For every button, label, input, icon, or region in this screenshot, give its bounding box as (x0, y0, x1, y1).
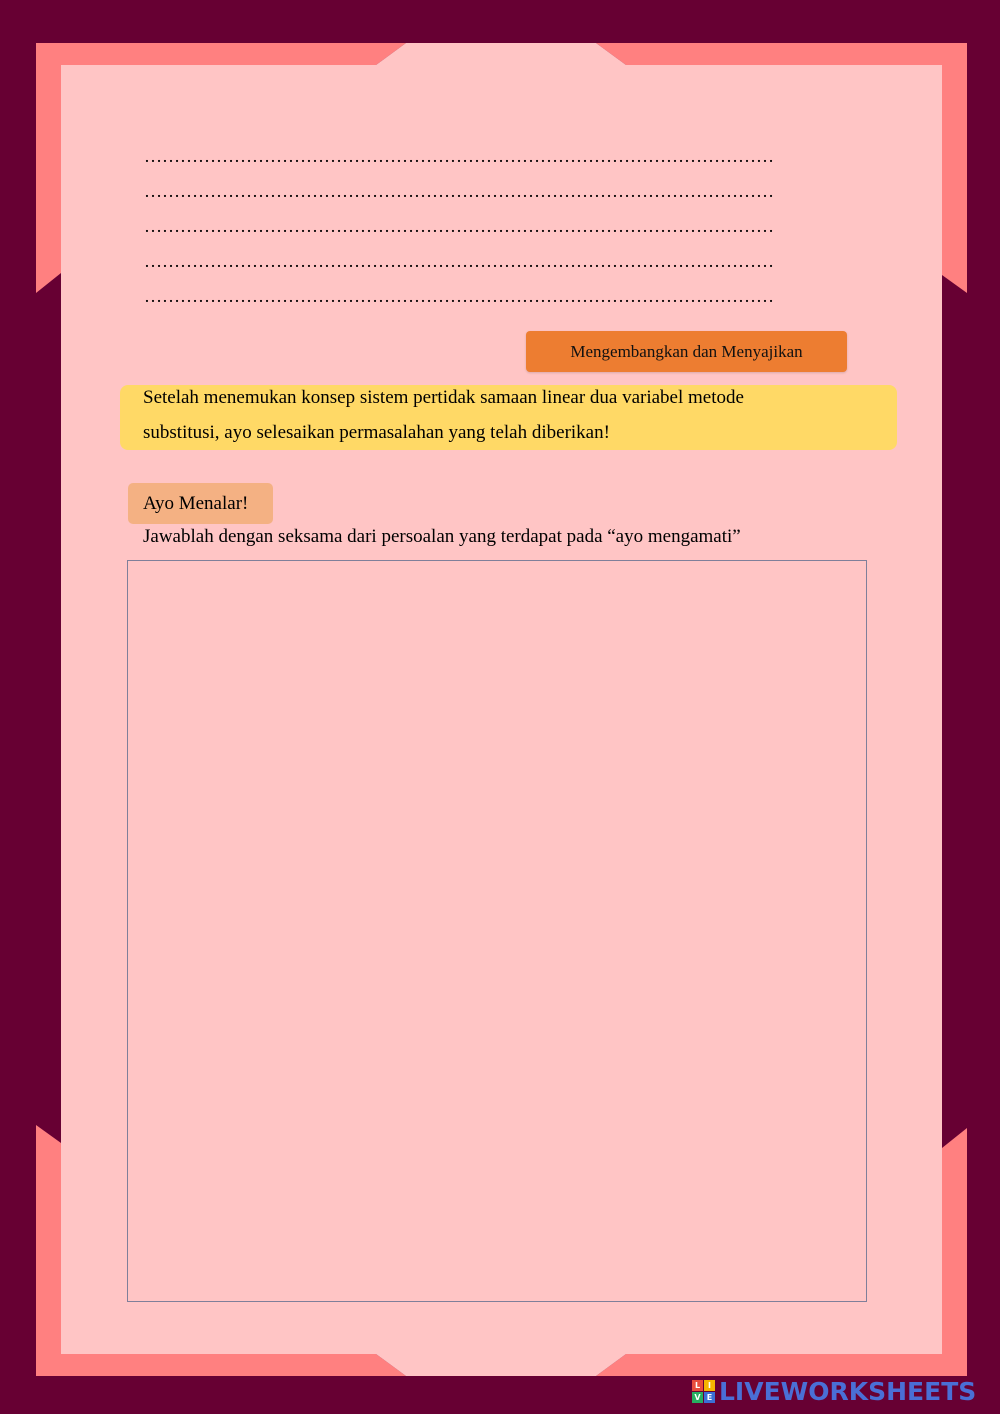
intro-line-2: substitusi, ayo selesaikan permasalahan yang telah diberikan! (143, 422, 610, 443)
activity-tag: Ayo Menalar! (128, 483, 273, 524)
logo-icon (692, 1380, 715, 1403)
logo-letter-e: E (704, 1392, 715, 1403)
logo-letter-v: V (692, 1392, 703, 1403)
logo-text: LIVEWORKSHEETS (719, 1376, 977, 1406)
answer-line-3[interactable]: …………………………………………………………………………………………… (144, 216, 774, 236)
intro-line-1: Setelah menemukan konsep sistem pertidak samaan linear dua variabel metode (143, 387, 744, 408)
answer-line-5[interactable]: …………………………………………………………………………………………… (144, 286, 774, 306)
answer-text-area[interactable] (127, 560, 867, 1302)
answer-line-1[interactable]: …………………………………………………………………………………………… (144, 146, 774, 166)
logo-letter-i: I (704, 1380, 715, 1391)
answer-line-4[interactable]: …………………………………………………………………………………………… (144, 251, 774, 271)
instruction-text: Jawablah dengan seksama dari persoalan yang terdapat pada “ayo mengamati” (143, 526, 741, 547)
section-heading-badge: Mengembangkan dan Menyajikan (526, 331, 847, 372)
answer-line-2[interactable]: …………………………………………………………………………………………… (144, 181, 774, 201)
liveworksheets-logo (692, 1378, 976, 1404)
logo-letter-l: L (692, 1380, 703, 1391)
